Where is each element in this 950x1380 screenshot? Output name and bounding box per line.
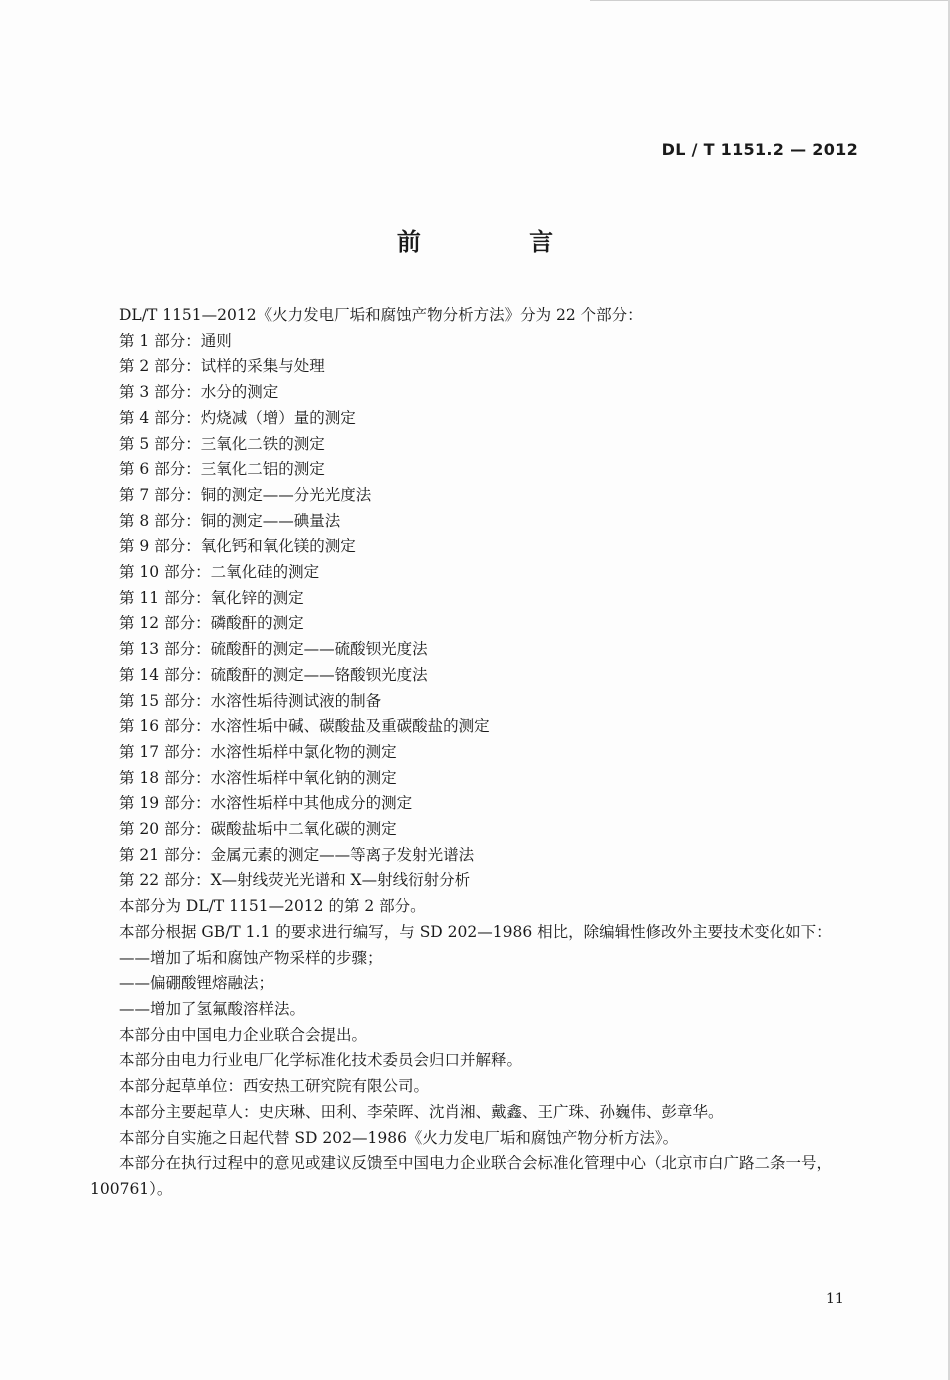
scan-top-edge — [590, 0, 950, 1]
page-title: 前 言 — [396, 228, 604, 256]
part-item: 第 6 部分：三氧化二铝的测定 — [119, 460, 325, 479]
feedback-statement: 本部分在执行过程中的意见或建议反馈至中国电力企业联合会标准化管理中心（北京市白广路二条一号，100761）。 — [90, 1154, 833, 1198]
intro-line: DL/T 1151—2012《火力发电厂垢和腐蚀产物分析方法》分为 22 个部分： — [119, 306, 643, 324]
part-item: 第 18 部分：水溶性垢样中氧化钠的测定 — [119, 768, 397, 787]
part-item: 第 1 部分：通则 — [119, 331, 232, 350]
part-item: 第 15 部分：水溶性垢待测试液的制备 — [119, 691, 382, 710]
part-item: 第 14 部分：硫酸酐的测定——铬酸钡光度法 — [119, 665, 428, 684]
change-item: ——增加了氢氟酸溶样法。 — [119, 999, 306, 1018]
part-item: 第 21 部分：金属元素的测定——等离子发射光谱法 — [119, 845, 475, 864]
basis-statement: 本部分根据 GB/T 1.1 的要求进行编写，与 SD 202—1986 相比，除编辑性修改外主要技术变化如下： — [119, 922, 832, 941]
part-item: 第 13 部分：硫酸酐的测定——硫酸钡光度法 — [119, 640, 428, 659]
part-item: 第 19 部分：水溶性垢样中其他成分的测定 — [119, 794, 413, 813]
part-item: 第 10 部分：二氧化硅的测定 — [119, 563, 320, 582]
part-item: 第 16 部分：水溶性垢中碱、碳酸盐及重碳酸盐的测定 — [119, 717, 490, 736]
part-of-statement: 本部分为 DL/T 1151—2012 的第 2 部分。 — [119, 897, 426, 916]
drafting-unit: 本部分起草单位：西安热工研究院有限公司。 — [119, 1077, 430, 1096]
part-item: 第 5 部分：三氧化二铁的测定 — [119, 434, 325, 453]
part-item: 第 4 部分：灼烧减（增）量的测定 — [119, 408, 356, 427]
part-item: 第 3 部分：水分的测定 — [119, 383, 279, 402]
part-item: 第 20 部分：碳酸盐垢中二氧化碳的测定 — [119, 820, 397, 839]
part-item: 第 9 部分：氧化钙和氧化镁的测定 — [119, 537, 356, 556]
part-item: 第 11 部分：氧化锌的测定 — [119, 588, 304, 607]
page-number: 11 — [826, 1291, 844, 1307]
drafters: 本部分主要起草人：史庆琳、田利、李荣晖、沈肖湘、戴鑫、王广珠、孙巍伟、彭章华。 — [119, 1102, 724, 1121]
standard-code: DL / T 1151.2 — 2012 — [661, 140, 858, 159]
part-item: 第 7 部分：铜的测定——分光光度法 — [119, 485, 372, 504]
part-item: 第 22 部分：X—射线荧光光谱和 X—射线衍射分析 — [119, 871, 471, 890]
replaces-statement: 本部分自实施之日起代替 SD 202—1986《火力发电厂垢和腐蚀产物分析方法》。 — [119, 1128, 679, 1147]
part-item: 第 2 部分：试样的采集与处理 — [119, 357, 325, 376]
change-item: ——增加了垢和腐蚀产物采样的步骤； — [119, 948, 383, 967]
change-item: ——偏硼酸锂熔融法； — [119, 974, 275, 993]
part-item: 第 17 部分：水溶性垢样中氯化物的测定 — [119, 742, 397, 761]
part-item: 第 8 部分：铜的测定——碘量法 — [119, 511, 341, 530]
foreword-body — [90, 303, 870, 1203]
part-item: 第 12 部分：磷酸酐的测定 — [119, 614, 304, 633]
managed-by: 本部分由电力行业电厂化学标准化技术委员会归口并解释。 — [119, 1051, 523, 1070]
proposed-by: 本部分由中国电力企业联合会提出。 — [119, 1025, 368, 1044]
